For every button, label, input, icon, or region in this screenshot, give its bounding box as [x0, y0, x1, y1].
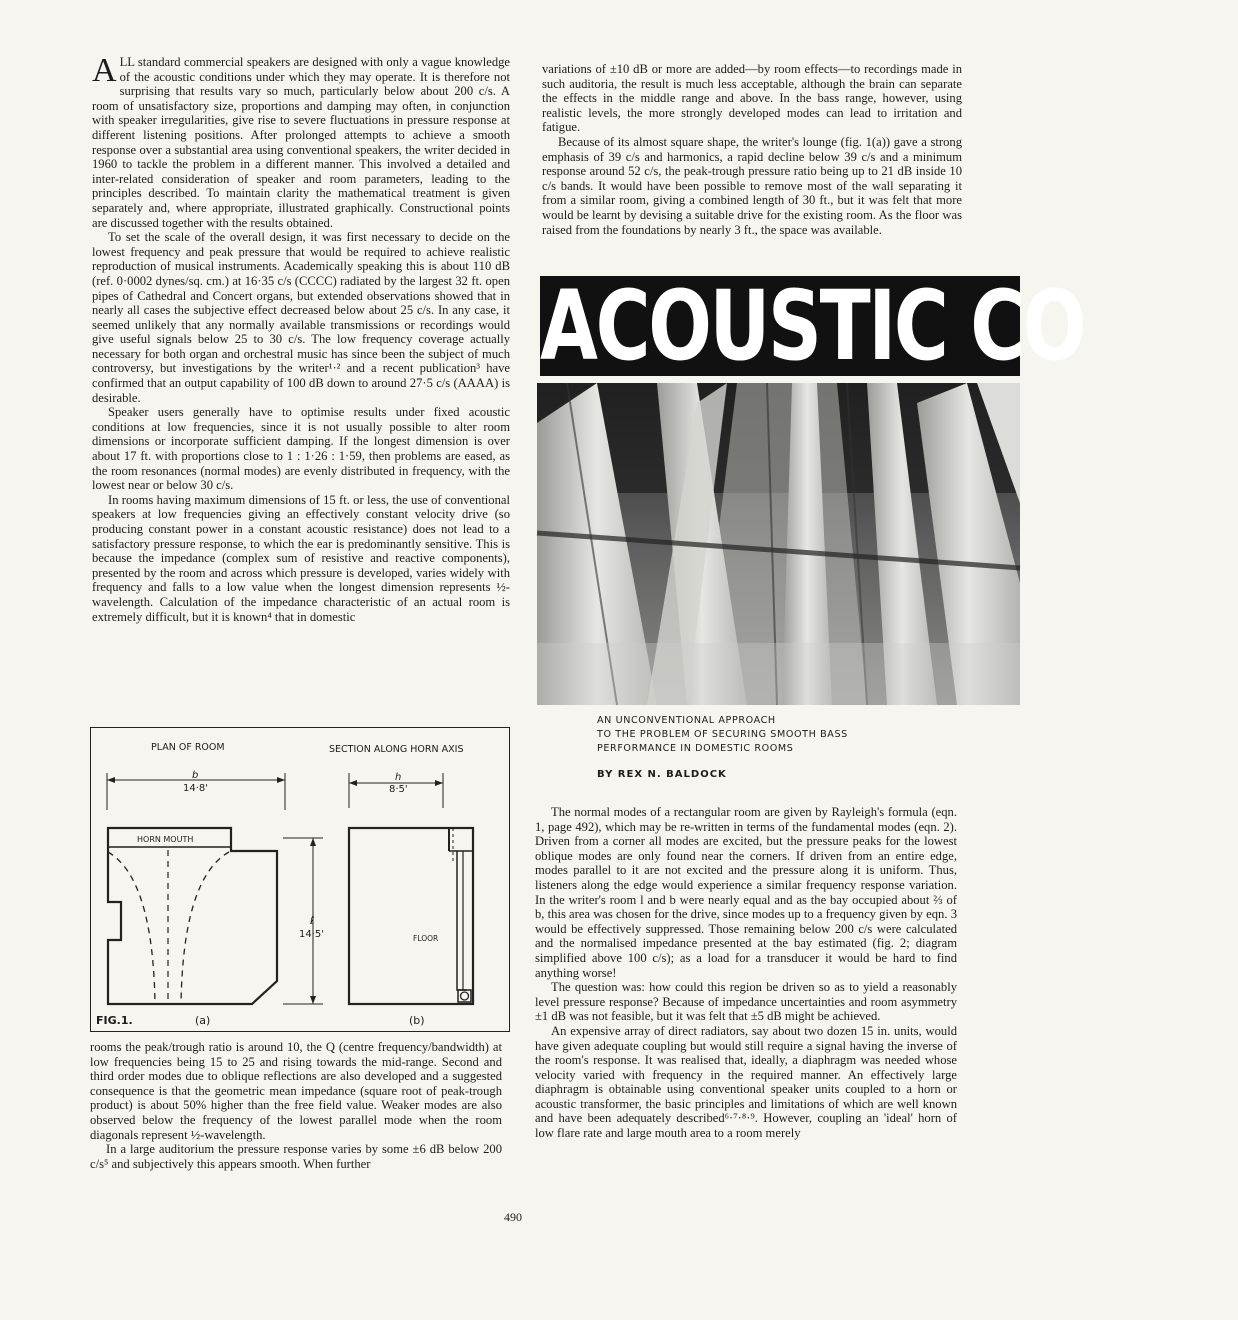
dim-l-letter: ℓ — [310, 914, 315, 927]
paragraph: In a large auditorium the pressure response varies by some ±6 dB below 200 c/s⁵ and subjectively this appears smooth. When further — [90, 1142, 502, 1171]
horn-wall-left — [108, 852, 155, 1004]
subfigure-a-label: (a) — [195, 1014, 211, 1027]
arrow-head — [349, 780, 357, 786]
dim-l-value: 14·5' — [299, 929, 325, 940]
paragraph: The question was: how could this region be driven so as to yield a reasonably level pressure response? Because of impedance uncertainties and room asymmetry ±1 dB was not feasible, but it was felt that ±5 dB might be achieved. — [535, 980, 957, 1024]
paragraph: An expensive array of direct radiators, say about two dozen 15 in. units, would have given adequate coupling but would still require a signal having the inverse of the room's response. It was realised that, ideally, a diaphragm was needed whose velocity varied with frequency in the required manner. An effectively large diaphragm is obtainable using conventional speaker units coupled to a horn or acoustic transformer, the basic principles and limitations of which are well known and have been adequately described⁶·⁷·⁸·⁹. However, coupling an 'ideal' horn of low flare rate and large mouth area to a room merely — [535, 1023, 957, 1141]
dim-h-letter: h — [395, 772, 402, 783]
paragraph: Speaker users generally have to optimise results under fixed acoustic conditions at low frequencies, since it is not usually possible to alter room dimensions or incorporate sufficient damping. If the longest dimension is over about 17 ft. with proportions close to 1 : 1·26 : 1·59, then problems are eased, as the room resonances (normal modes) are evenly distributed in frequency, with the lowest near or below 30 c/s. — [92, 405, 510, 493]
horn-wall-right — [181, 852, 229, 1004]
paragraph: In rooms having maximum dimensions of 15 ft. or less, the use of conventional speakers at low frequencies giving an effectively constant velocity drive (so producing constant power in a constant acoustic resistance) does not lead to a satisfactory pressure response, to which the ear is predominantly sensitive. This is because the impedance (complex sum of resistive and reactive components), presented by the room and across which pressure is developed, varies widely with frequency and falls to a low value when the longest dimension represents ½-wavelength. Calculation of the impedance characteristic of an actual room is extremely difficult, but it is known⁴ that in domestic — [92, 492, 510, 624]
article-column-right-top — [542, 62, 962, 237]
paragraph: To set the scale of the overall design, it was first necessary to decide on the lowest frequency and peak pressure that would be required to achieve realistic reproduction of musical instruments. Academically speaking this is about 110 dB (ref. 0·0002 dynes/sq. cm.) at 16·35 c/s (CCCC) radiated by the largest 32 ft. open pipes of Cathedral and Concert organs, but extended observations showed that in nearly all cases the subjective effect decreased below about 25 c/s. In any case, it seemed unlikely that any normally available transmissions or recordings would give useful signals below 25 to 30 c/s. The low frequency coverage actually necessary for both organ and orchestral music has since been the subject of much controversy, but investigations by the writer¹·² and a recent publication³ have confirmed that an output capability of 100 dB down to around 27·5 c/s (AAAA) is desirable. — [92, 230, 510, 405]
article-column-right-bottom — [535, 805, 957, 1141]
dim-h-value: 8·5' — [389, 784, 408, 795]
figure-1-drawing — [91, 728, 508, 1030]
photo-horn-construction — [537, 383, 1020, 705]
figure-label: FIG.1. — [96, 1014, 133, 1027]
room-section-outline — [349, 828, 473, 1004]
paragraph: rooms the peak/trough ratio is around 10, the Q (centre frequency/bandwidth) at low frequencies being 15 to 25 and rising towards the mid-range. Second and third order modes due to oblique reflections are also developed and a suggested consequence is that the geometric mean impedance (square root of peak-trough product) is about 50% higher than the free field value. Weaker modes are also observed below the frequency of the lowest parallel mode when the room diagonals represent ½-wavelength. — [90, 1040, 502, 1142]
figure-1 — [90, 727, 510, 1032]
arrow-head — [310, 838, 316, 846]
paragraph-text: LL standard commercial speakers are designed with only a vague knowledge of the acoustic conditions under which they may operate. It is therefore not surprising that results vary so much, particularly below about 200 c/s. A room of unsatisfactory size, proportions and damping may often, in conjunction with speaker irregularities, give rise to severe fluctuations in pressure response at different listening positions. After prolonged attempts to achieve a smooth response over a substantial area using conventional speakers, the writer decided in 1960 to tackle the problem in a different manner. This involved a detailed and inter-related consideration of speaker and room parameters, leading to the principles described. To maintain clarity the mathematical treatment is given separately and, where appropriate, illustrated graphically. Constructional points are discussed together with the results obtained. — [92, 55, 510, 230]
article-column-left-top — [92, 52, 510, 624]
dim-b-value: 14·8' — [183, 783, 209, 794]
horn-duct — [457, 851, 467, 990]
article-subtitle — [597, 714, 957, 756]
horn-mouth-label: HORN MOUTH — [137, 835, 194, 844]
room-plan-outline — [108, 828, 277, 1004]
intro-paragraph — [92, 52, 510, 230]
subtitle-line: PERFORMANCE IN DOMESTIC ROOMS — [597, 743, 794, 754]
headline — [540, 270, 1085, 382]
paragraph: Because of its almost square shape, the writer's lounge (fig. 1(a)) gave a strong emphasis of 39 c/s and harmonics, a rapid decline below 39 c/s and a minimum response around 52 c/s, the peak-trough pressure ratio being up to 21 dB inside 10 c/s bands. It would have been possible to remove most of the wall separating it from a similar room, giving a combined length of 30 ft., but it was felt that more would be learnt by devising a suitable drive for the existing room. As the floor was raised from the foundations by nearly 3 ft., the space was available. — [542, 134, 962, 237]
headline-text: ACOUSTIC CO — [540, 270, 1085, 382]
page-number: 490 — [504, 1210, 522, 1224]
paragraph: The normal modes of a rectangular room are given by Rayleigh's formula (eqn. 1, page 492), which may be re-written in terms of the fundamental modes (eqn. 2). Driven from a corner all modes are excited, but the pressure peaks for the lowest oblique modes are only found near the corners. If driven from an entire edge, modes parallel to it are not excited and the pressure along it is uniform. Thus, listeners along the edge would experience a similar frequency response variation. In the writer's room l and b were nearly equal and as the bay occupied about ⅔ of b, this area was chosen for the drive, since modes up to a frequency given by eqn. 3 would be effectively suppressed. Those remaining below 200 c/s were calculated and the normalised impedance presented at the bay estimated (fig. 2; diagram simplified above 100 c/s); as a load for a transducer it would be hard to find anything worse! — [535, 805, 957, 980]
arrow-head — [277, 777, 285, 783]
subtitle-line: TO THE PROBLEM OF SECURING SMOOTH BASS — [597, 729, 848, 740]
subtitle-line: AN UNCONVENTIONAL APPROACH — [597, 715, 776, 726]
drive-unit-icon — [461, 992, 469, 1000]
section-title: SECTION ALONG HORN AXIS — [329, 744, 464, 755]
byline: BY REX N. BALDOCK — [597, 769, 727, 780]
dim-b-letter: b — [192, 770, 199, 781]
subfigure-b-label: (b) — [409, 1014, 425, 1027]
arrow-head — [107, 777, 115, 783]
drop-cap: A — [92, 52, 117, 89]
arrow-head — [310, 996, 316, 1004]
arrow-head — [435, 780, 443, 786]
article-column-left-bottom — [90, 1040, 502, 1171]
floor-label: FLOOR — [413, 934, 439, 943]
paragraph: variations of ±10 dB or more are added—by room effects—to recordings made in such auditoria, the result is much less acceptable, although the brain can separate the effects in the middle range and above. In the bass range, however, using realistic levels, the more strongly developed modes can lead to irritation and fatigue. — [542, 62, 962, 135]
photo-drawing — [537, 383, 1020, 705]
plan-title: PLAN OF ROOM — [151, 742, 225, 753]
